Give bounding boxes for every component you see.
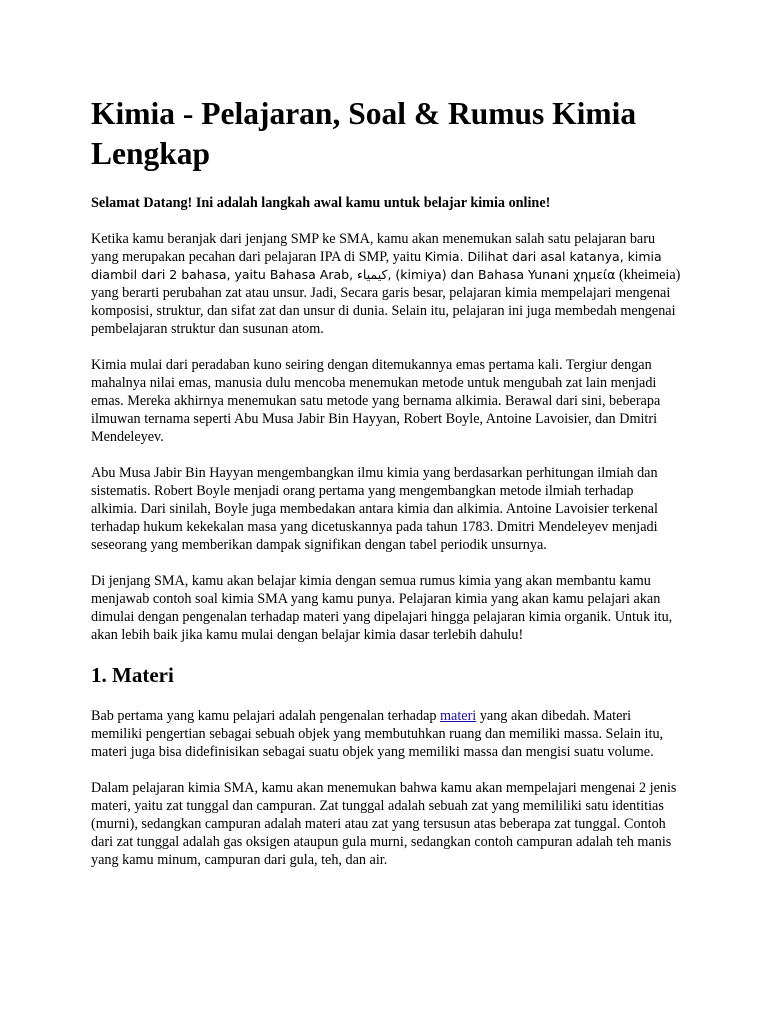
welcome-text: Selamat Datang! Ini adalah langkah awal kamu untuk belajar kimia online!	[91, 195, 551, 211]
paragraph-history: Kimia mulai dari peradaban kuno seiring dengan ditemukannya emas pertama kali. Tergiur dengan mahalnya nilai emas, manusia dulu mencoba menemukan metode untuk mengubah zat lain menjadi emas. Mereka akhirnya menemukan satu metode yang bernama alkimia. Berawal dari sini, beberapa ilmuwan ternama seperti Abu Musa Jabir Bin Hayyan, Robert Boyle, Antoine Lavoisier, dan Dmitri Mendeleyev.	[91, 357, 661, 445]
section-heading-materi: 1. Materi	[91, 663, 174, 687]
intro-text-1: Ketika kamu beranjak dari jenjang SMP ke SMA, kamu akan menemukan salah satu pelajaran baru yang merupakan pecahan dari pelajaran IPA di SMP, yaitu	[91, 231, 656, 265]
materi-text-after: yang akan dibedah. Materi memiliki pengertian sebagai sebuah objek yang membutuhkan ruang dan memiliki massa. Selain itu, materi juga bisa didefinisikan sebagai suatu objek yang memiliki massa dan mengisi suatu volume.	[91, 708, 664, 760]
materi-text-before: Bab pertama yang kamu pelajari adalah pengenalan terhadap	[91, 708, 441, 724]
paragraph-sma: Di jenjang SMA, kamu akan belajar kimia dengan semua rumus kimia yang akan membantu kamu menjawab contoh soal kimia SMA yang kamu punya. Pelajaran kimia yang akan kamu pelajari akan dimulai dengan pengenalan terhadap materi yang dipelajari hingga pelajaran kimia organik. Untuk itu, akan lebih baik jika kamu mulai dengan belajar kimia dasar terlebih dahulu!	[91, 573, 673, 643]
intro-text-3: (kheimeia) yang berarti perubahan zat atau unsur. Jadi, Secara garis besar, pelajaran kimia mempelajari mengenai komposisi, struktur, dan sifat zat dan unsur di dunia. Selain itu, pelajaran ini juga membedah mengenai pembelajaran struktur dan susunan atom.	[91, 267, 681, 337]
paragraph-materi-definition	[91, 707, 681, 761]
materi-link[interactable]: materi	[440, 708, 477, 724]
paragraph-scientists: Abu Musa Jabir Bin Hayyan mengembangkan ilmu kimia yang berdasarkan perhitungan ilmiah dan sistematis. Robert Boyle menjadi orang pertama yang mengembangkan metode ilmiah terhadap alkimia. Dari sinilah, Boyle juga membedakan antara kimia dan alkimia. Antoine Lavoisier terkenal terhadap hukum kekekalan masa yang dicetuskannya pada tahun 1783. Dmitri Mendeleyev menjadi seseorang yang memberikan dampak signifikan dengan tabel periodik unsurnya.	[91, 465, 658, 553]
paragraph-intro	[91, 230, 681, 338]
page-title: Kimia - Pelajaran, Soal & Rumus Kimia Lengkap	[91, 96, 637, 171]
paragraph-materi-types: Dalam pelajaran kimia SMA, kamu akan menemukan bahwa kamu akan mempelajari mengenai 2 jenis materi, yaitu zat tunggal dan campuran. Zat tunggal adalah sebuah zat yang memililiki satu identitias (murni), sedangkan campuran adalah materi atau zat yang tersusun atas beberapa zat tunggal. Contoh dari zat tunggal adalah gas oksigen ataupun gula murni, sedangkan contoh campuran adalah teh manis yang kamu minum, campuran dari gula, teh, dan air.	[91, 780, 677, 868]
intro-text-2: Kimia. Dilihat dari asal katanya, kimia diambil dari 2 bahasa, yaitu Bahasa Arab, كيمياء, (kimiya) dan Bahasa Yunani χημεία	[91, 249, 662, 282]
document-page	[91, 94, 681, 887]
